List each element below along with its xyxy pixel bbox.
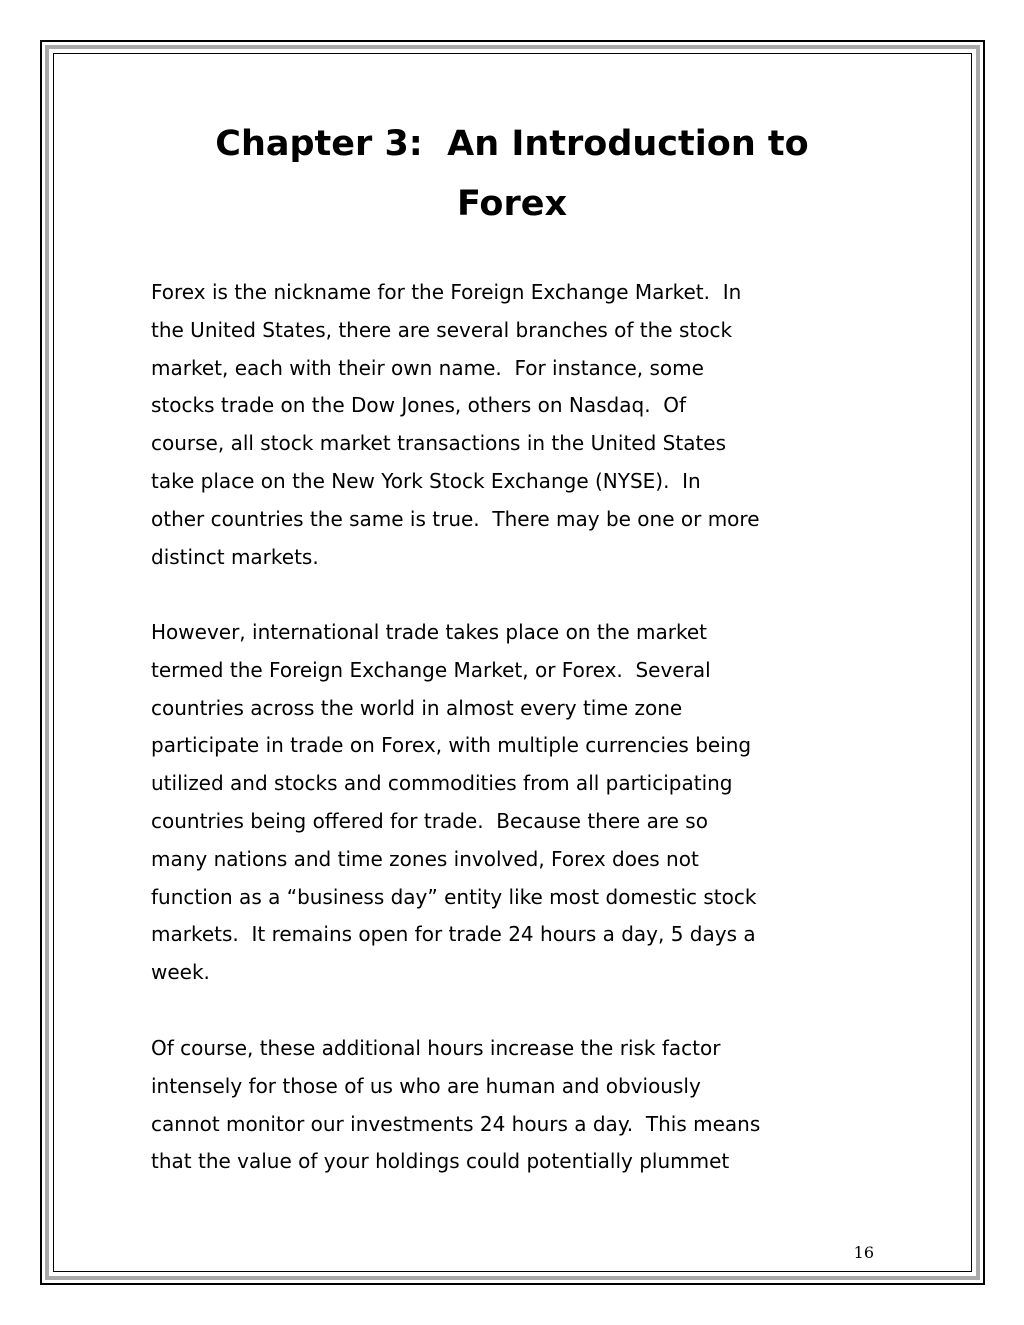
text-line: markets. It remains open for trade 24 hours a day, 5 days a bbox=[151, 922, 756, 947]
text-line: stocks trade on the Dow Jones, others on Nasdaq. Of bbox=[151, 393, 687, 418]
text-line: the United States, there are several branches of the stock bbox=[151, 317, 733, 342]
text-line: intensely for those of us who are human and obviously bbox=[151, 1073, 701, 1098]
text-line: Of course, these additional hours increase the risk factor bbox=[151, 1036, 721, 1060]
text-line: countries across the world in almost every time zone bbox=[151, 695, 683, 720]
text-line: take place on the New York Stock Exchange (NYSE). In bbox=[151, 468, 701, 493]
paragraph-2 bbox=[151, 614, 881, 992]
text-line: other countries the same is true. There may be one or more bbox=[151, 506, 760, 531]
page-number: 16 bbox=[853, 1243, 874, 1262]
text-line: utilized and stocks and commodities from all participating bbox=[151, 771, 733, 796]
chapter-title bbox=[120, 114, 904, 234]
text-line: that the value of your holdings could potentially plummet bbox=[151, 1149, 730, 1174]
text-line: countries being offered for trade. Because there are so bbox=[151, 808, 708, 833]
text-line: function as a “business day” entity like most domestic stock bbox=[151, 884, 757, 909]
text-line: course, all stock market transactions in the United States bbox=[151, 431, 727, 456]
text-line: distinct markets. bbox=[151, 544, 319, 569]
text-line: market, each with their own name. For instance, some bbox=[151, 355, 704, 380]
paragraph-1 bbox=[151, 274, 881, 576]
text-line: cannot monitor our investments 24 hours a day. This means bbox=[151, 1111, 761, 1136]
chapter-title-line: Forex bbox=[456, 184, 568, 224]
paragraph-3 bbox=[151, 1030, 881, 1181]
text-line: participate in trade on Forex, with multiple currencies being bbox=[151, 733, 752, 758]
text-line: Forex is the nickname for the Foreign Exchange Market. In bbox=[151, 280, 742, 304]
text-line: many nations and time zones involved, Forex does not bbox=[151, 846, 699, 871]
text-line: week. bbox=[151, 960, 210, 985]
chapter-title-line: Chapter 3: An Introduction to bbox=[215, 124, 809, 164]
text-line: However, international trade takes place on the market bbox=[151, 620, 707, 644]
text-line: termed the Foreign Exchange Market, or Forex. Several bbox=[151, 657, 711, 682]
